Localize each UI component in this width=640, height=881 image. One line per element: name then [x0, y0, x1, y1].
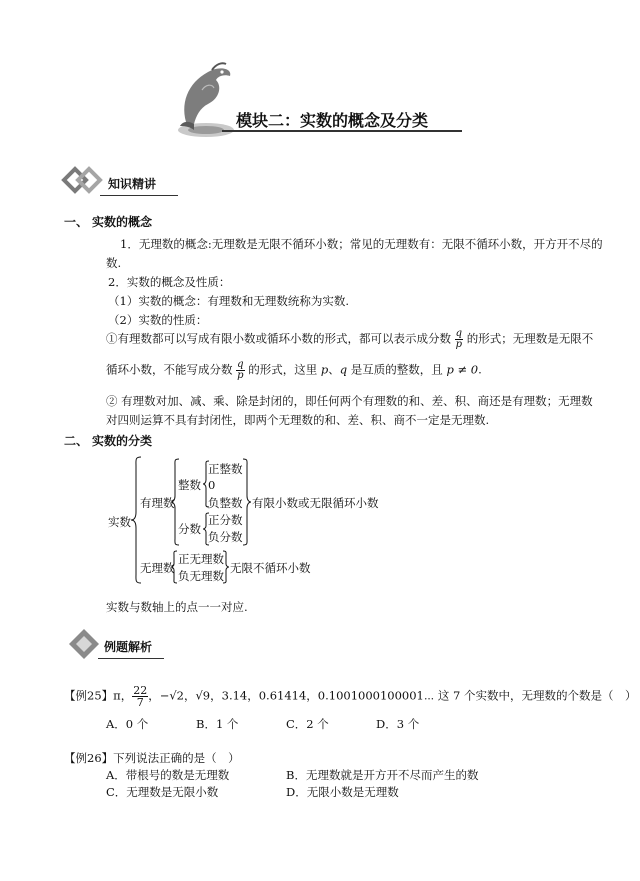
- examples-header: 例题解析: [104, 640, 153, 654]
- diamond-knot-icon: [60, 165, 104, 195]
- fraction-q-over-p: $\frac{q}{p}$: [455, 328, 463, 350]
- ex26-option-c[interactable]: C．无理数是无限小数: [106, 785, 219, 799]
- section2-num: 二、: [64, 434, 89, 448]
- s1-property2-line-b: 对四则运算不具有封闭性，即两个无理数的和、差、积、商不一定是无理数.: [106, 413, 490, 427]
- tree-irrational-note: 无限不循环小数: [230, 561, 311, 575]
- dolphin-icon: [172, 60, 242, 140]
- tree-integer: 整数: [178, 478, 201, 492]
- knowledge-header: 知识精讲: [108, 177, 157, 191]
- section1-num: 一、: [64, 215, 89, 229]
- s1-line2: 2．实数的概念及性质：: [108, 275, 231, 289]
- section1-title: 实数的概念: [92, 215, 153, 229]
- tree-neg-frac: 负分数: [208, 530, 243, 544]
- example-25-question: 【例25】π， $\frac{22}{7}$ ，−√2，√9，3.14，0.61414，0.1001000100001⋯ 这 7 个实数中，无理数的个数是（ ）: [64, 684, 637, 709]
- fraction-22-over-7: $\frac{22}{7}$: [133, 684, 148, 709]
- module-title: 模块二：实数的概念及分类: [236, 111, 429, 130]
- tree-fraction: 分数: [178, 522, 201, 536]
- ex25-option-d[interactable]: D．3 个: [376, 717, 420, 731]
- ex25-option-c[interactable]: C．2 个: [286, 717, 329, 731]
- s1-property1-line-b: 循环小数，不能写成分数 $\frac{q}{p}$ 的形式，这里 p、q 是互质的整数，且 p ≠ 0.: [106, 359, 482, 381]
- brace-irrational: [170, 550, 178, 584]
- tree-irrational: 无理数: [140, 561, 175, 575]
- brace-rational-close: [242, 458, 252, 546]
- tree-pos-int: 正整数: [208, 462, 243, 476]
- knowledge-rule: [100, 195, 178, 196]
- tree-pos-frac: 正分数: [208, 513, 243, 527]
- example-tag: 【例25】: [64, 688, 114, 703]
- ex25-option-a[interactable]: A．0 个: [106, 717, 149, 731]
- example-26-question: 【例26】下列说法正确的是（ ）: [64, 751, 240, 765]
- ex25-option-b[interactable]: B．1 个: [196, 717, 239, 731]
- fraction-q-over-p: $\frac{q}{p}$: [237, 359, 244, 381]
- brace-irrational-close: [222, 550, 230, 584]
- tree-pos-irr: 正无理数: [178, 552, 224, 566]
- tree-rational-note: 有限小数或无限循环小数: [252, 496, 379, 510]
- tree-zero: 0: [208, 478, 216, 492]
- diamond-icon: [68, 628, 100, 660]
- s1-property2-line-a: ② 有理数对加、减、乘、除是封闭的，即任何两个有理数的和、差、积、商还是有理数；无理数: [106, 394, 593, 408]
- tree-root: 实数: [108, 515, 131, 529]
- ex26-option-a[interactable]: A．带根号的数是无理数: [106, 768, 230, 782]
- s1-line1: 1．无理数的概念:无理数是无限不循环小数；常见的无理数有：无限不循环小数，开方开不尽的: [120, 237, 603, 251]
- section2-title: 实数的分类: [92, 434, 153, 448]
- tree-neg-int: 负整数: [208, 496, 243, 510]
- title-underline: [222, 130, 462, 132]
- ex26-option-b[interactable]: B．无理数就是开方开不尽而产生的数: [286, 768, 479, 782]
- s1-line1b: 数.: [106, 256, 122, 270]
- s1-line4: （2）实数的性质：: [108, 313, 208, 327]
- example-tag: 【例26】: [64, 751, 114, 765]
- s1-line3: （1）实数的概念：有理数和无理数统称为实数.: [108, 294, 349, 308]
- tree-neg-irr: 负无理数: [178, 569, 224, 583]
- examples-rule: [98, 658, 164, 659]
- s1-property1-line-a: ①有理数都可以写成有限小数或循环小数的形式，都可以表示成分数 $\frac{q}{p}$ 的形式；无理数是无限不: [106, 328, 594, 350]
- ex26-option-d[interactable]: D．无限小数是无理数: [286, 785, 399, 799]
- section2-note: 实数与数轴上的点一一对应.: [106, 600, 248, 614]
- tree-rational: 有理数: [140, 496, 175, 510]
